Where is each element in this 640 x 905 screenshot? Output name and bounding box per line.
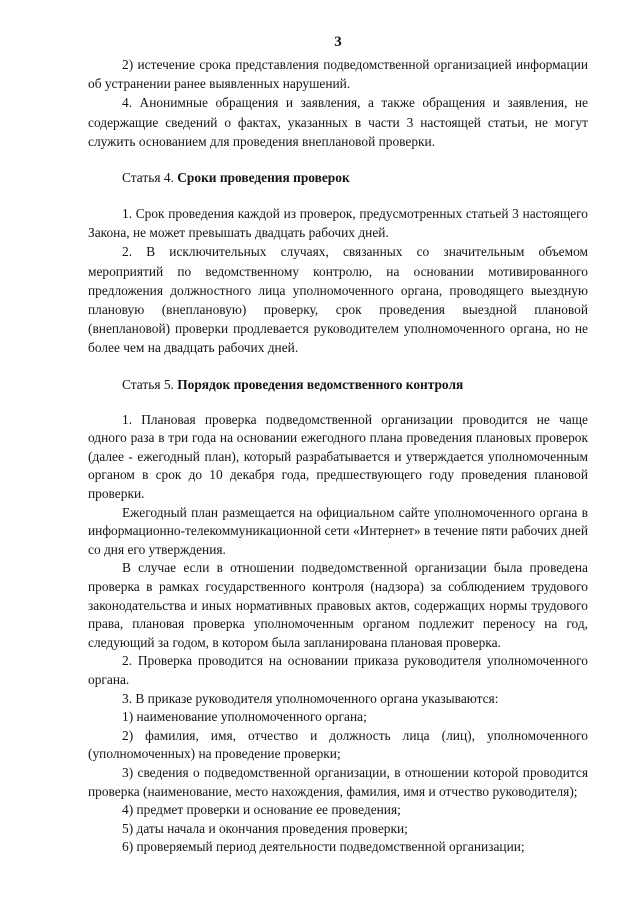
intro-paragraph-2: 4. Анонимные обращения и заявления, а также обращения и заявления, не содержащие сведений о фактах, указанных в части 3 настоящей статьи, не могут служить основанием для проведения внеплановой проверки. [88, 95, 588, 149]
article-4-heading [88, 168, 588, 187]
article-5-paragraph-5: 3. В приказе руководителя уполномоченного органа указываются: [122, 690, 499, 706]
article-5-paragraph-3: В случае если в отношении подведомственной организации была проведена проверка в рамках государственного контроля (надзора) за соблюдением трудового законодательства и иных нормативных правовых актов, содержащих нормы трудового права, плановая проверка уполномоченным органом подлежит переносу на год, следующий за годом, в котором была запланирована плановая проверка. [88, 560, 588, 650]
order-item-5: 5) даты начала и окончания проведения проверки; [122, 820, 408, 836]
article-4-label: Статья 4. [122, 170, 174, 186]
article-5-label: Статья 5. [122, 376, 174, 392]
article-5-heading [88, 375, 588, 394]
article-4-paragraph-2: 2. В исключительных случаях, связанных со значительным объемом мероприятий по ведомственному контролю, на основании мотивированного предложения должностного лица уполномоченного органа, проводящего выездную плановую (внеплановую) проверку, срок проведения выездной плановой (внеплановой) проверки продлевается руководителем уполномоченного органа, но не более чем на двадцать рабочих дней. [88, 244, 588, 356]
order-item-2: 2) фамилия, имя, отчество и должность лица (лиц), уполномоченного (уполномоченных) на проведение проверки; [88, 727, 588, 762]
article-5-paragraph-2: Ежегодный план размещается на официальном сайте уполномоченного органа в информационно-телекоммуникационной сети «Интернет» в течение пяти рабочих дней со дня его утверждения. [88, 504, 588, 557]
article-5-paragraph-4: 2. Проверка проводится на основании приказа руководителя уполномоченного органа. [88, 653, 588, 687]
article-5-title: Порядок проведения ведомственного контроля [177, 376, 464, 392]
article-4-title: Сроки проведения проверок [177, 170, 350, 186]
order-item-6: 6) проверяемый период деятельности подведомственной организации; [122, 839, 525, 855]
article-5-paragraph-1: 1. Плановая проверка подведомственной организации проводится не чаще одного раза в три года на основании ежегодного плана проведения плановых проверок (далее - ежегодный план), который разрабатывается и утверждается уполномоченным органом в срок до 10 декабря года, предшествующего году проведения плановой проверки. [88, 411, 588, 502]
page-number: 3 [334, 34, 342, 50]
order-item-1: 1) наименование уполномоченного органа; [122, 709, 367, 725]
article-4-paragraph-1: 1. Срок проведения каждой из проверок, предусмотренных статьей 3 настоящего Закона, не может превышать двадцать рабочих дней. [88, 206, 588, 241]
order-item-3: 3) сведения о подведомственной организации, в отношении которой проводится проверка (наименование, место нахождения, фамилия, имя и отчество руководителя); [88, 764, 588, 799]
order-item-4: 4) предмет проверки и основание ее проведения; [122, 802, 401, 818]
intro-paragraph-1: 2) истечение срока представления подведомственной организацией информации об устранении ранее выявленных нарушений. [88, 57, 588, 92]
